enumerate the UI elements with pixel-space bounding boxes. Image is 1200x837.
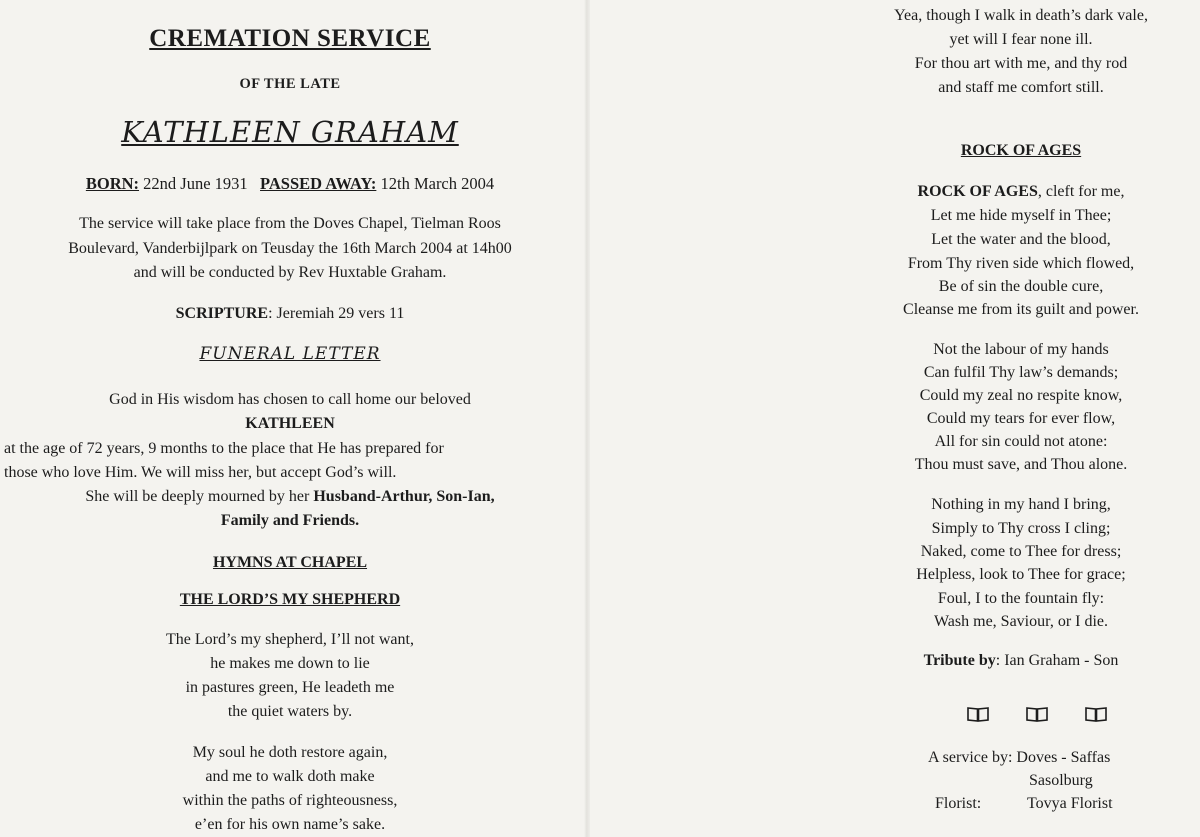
service-subheading: OF THE LATE bbox=[239, 76, 341, 92]
funeral-letter-heading: FUNERAL LETTER bbox=[199, 344, 381, 364]
hymn-2-line: Helpless, look to Thee for grace; bbox=[916, 566, 1126, 583]
passed-label: PASSED AWAY: bbox=[260, 174, 377, 193]
hymn-1-line: and me to walk doth make bbox=[205, 768, 375, 785]
hymn-1-line: My soul he doth restore again, bbox=[192, 744, 388, 761]
passed-date: 12th March 2004 bbox=[380, 174, 495, 193]
hymn-2-line: Simply to Thy cross I cling; bbox=[931, 520, 1111, 537]
scripture-text: : Jeremiah 29 vers 11 bbox=[268, 305, 405, 322]
hymn-2-line: Be of sin the double cure, bbox=[938, 278, 1104, 295]
book-icon bbox=[1085, 706, 1107, 722]
letter-line-4-bold: Husband-Arthur, Son-Ian, bbox=[313, 488, 495, 505]
hymn-2-line: Could my zeal no respite know, bbox=[919, 387, 1123, 404]
letter-line-5: Family and Friends. bbox=[220, 512, 360, 529]
service-heading: CREMATION SERVICE bbox=[149, 25, 431, 52]
book-icon bbox=[1026, 706, 1048, 722]
letter-line-4-plain: She will be deeply mourned by her bbox=[85, 488, 314, 505]
letter-line-1: God in His wisdom has chosen to call home our beloved bbox=[109, 391, 471, 408]
service-line-3: and will be conducted by Rev Huxtable Graham. bbox=[133, 264, 447, 281]
dates-line bbox=[0, 174, 580, 194]
service-line-2: Boulevard, Vanderbijlpark on Teusday the 16th March 2004 at 14h00 bbox=[68, 240, 512, 257]
scripture-line bbox=[0, 304, 580, 324]
hymn-1-line: e’en for his own name’s sake. bbox=[194, 816, 386, 833]
hymn-1-line: in pastures green, He leadeth me bbox=[185, 679, 395, 696]
letter-line-3: those who love Him. We will miss her, but accept God’s will. bbox=[4, 464, 397, 481]
right-page bbox=[588, 0, 1200, 837]
hymn-1-line: Yea, though I walk in death’s dark vale, bbox=[894, 7, 1148, 24]
hymn-1-line: he makes me down to lie bbox=[210, 655, 370, 672]
hymn-2-line: Cleanse me from its guilt and power. bbox=[903, 301, 1139, 318]
service-by-place: Sasolburg bbox=[1029, 772, 1093, 789]
hymn-1-line: the quiet waters by. bbox=[227, 703, 353, 720]
scripture-label: SCRIPTURE bbox=[175, 305, 269, 322]
hymn-1-line: For thou art with me, and thy rod bbox=[914, 55, 1128, 72]
hymn-2-line: Thou must save, and Thou alone. bbox=[914, 456, 1128, 473]
hymn-1-title: THE LORD’S MY SHEPHERD bbox=[179, 591, 401, 608]
hymns-heading: HYMNS AT CHAPEL bbox=[212, 554, 368, 571]
hymn-2-title: ROCK OF AGES bbox=[960, 142, 1082, 159]
hymn-1-line: The Lord’s my shepherd, I’ll not want, bbox=[166, 631, 414, 648]
hymn-2-line: Let the water and the blood, bbox=[931, 231, 1111, 248]
hymn-2-line: Let me hide myself in Thee; bbox=[930, 207, 1112, 224]
deceased-name: KATHLEEN GRAHAM bbox=[121, 115, 459, 149]
florist-label: Florist: bbox=[935, 795, 982, 812]
tribute-line bbox=[852, 651, 1190, 671]
hymn-2-line: Can fulfil Thy law’s demands; bbox=[923, 364, 1119, 381]
hymn-2-line: Foul, I to the fountain fly: bbox=[937, 590, 1105, 607]
book-icon bbox=[967, 706, 989, 722]
hymn-2-line: Nothing in my hand I bring, bbox=[931, 496, 1111, 513]
hymn-2-line: From Thy riven side which flowed, bbox=[907, 255, 1135, 272]
hymn-2-line: All for sin could not atone: bbox=[934, 433, 1108, 450]
letter-name: KATHLEEN bbox=[245, 415, 335, 432]
book-icon-row bbox=[967, 706, 1107, 722]
hymn-2-first-rest: , cleft for me, bbox=[1037, 183, 1125, 200]
hymn-2-line: Wash me, Saviour, or I die. bbox=[933, 613, 1109, 630]
service-line-1: The service will take place from the Doves Chapel, Tielman Roos bbox=[79, 215, 501, 232]
tribute-label: Tribute by bbox=[923, 652, 996, 669]
hymn-1-line: within the paths of righteousness, bbox=[182, 792, 398, 809]
born-label: BORN: bbox=[85, 174, 140, 193]
hymn-1-line: and staff me comfort still. bbox=[938, 79, 1104, 96]
hymn-2-first-line bbox=[852, 182, 1190, 202]
letter-line-2: at the age of 72 years, 9 months to the place that He has prepared for bbox=[4, 440, 444, 457]
letter-line-4 bbox=[0, 487, 580, 507]
born-date: 22nd June 1931 bbox=[143, 174, 248, 193]
hymn-2-line: Not the labour of my hands bbox=[933, 341, 1109, 358]
left-page bbox=[0, 0, 585, 837]
florist-value: Tovya Florist bbox=[1027, 795, 1113, 812]
hymn-1-line: yet will I fear none ill. bbox=[949, 31, 1093, 48]
service-by: A service by: Doves - Saffas bbox=[928, 749, 1111, 766]
hymn-2-line: Could my tears for ever flow, bbox=[926, 410, 1116, 427]
hymn-2-first-bold: ROCK OF AGES bbox=[917, 183, 1038, 200]
hymn-2-line: Naked, come to Thee for dress; bbox=[920, 543, 1122, 560]
tribute-text: : Ian Graham - Son bbox=[995, 652, 1119, 669]
